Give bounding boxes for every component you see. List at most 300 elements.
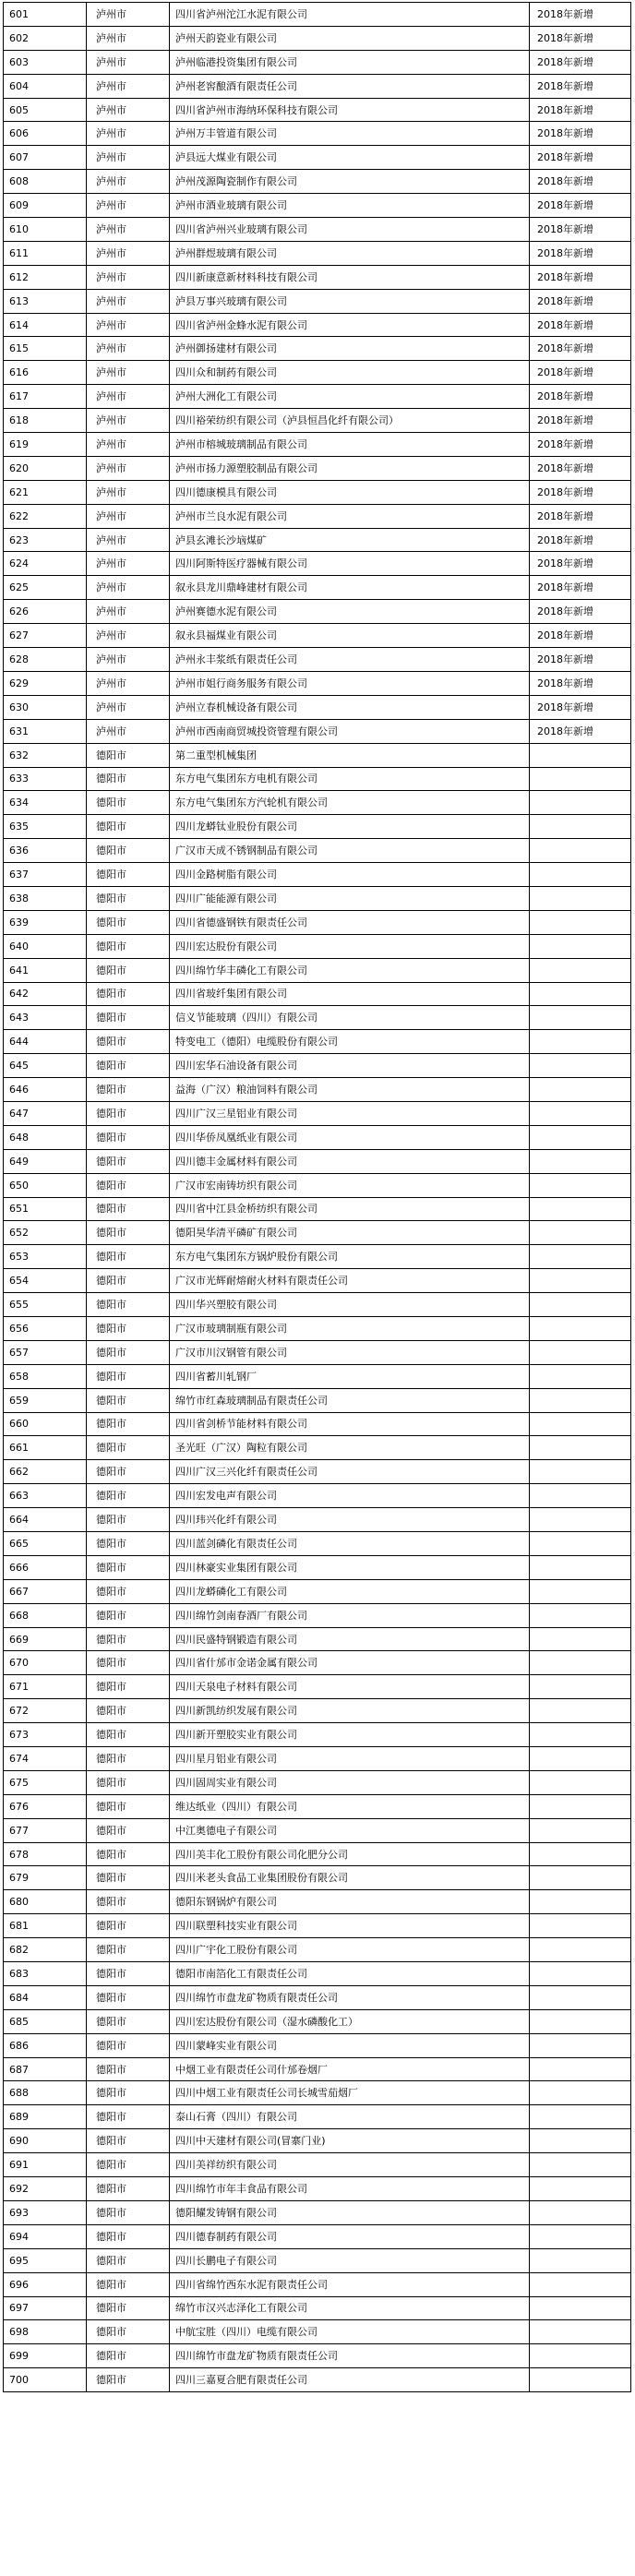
note-cell bbox=[530, 1962, 631, 1986]
table-row bbox=[4, 241, 631, 265]
city-cell: 泸州市 bbox=[87, 98, 170, 122]
company-name-cell: 四川众和制药有限公司 bbox=[170, 361, 530, 385]
note-cell bbox=[530, 815, 631, 839]
table-row bbox=[4, 1054, 631, 1078]
company-name-cell: 第二重型机械集团 bbox=[170, 743, 530, 767]
row-index-cell: 605 bbox=[4, 98, 87, 122]
city-cell: 德阳市 bbox=[87, 982, 170, 1006]
company-name-cell: 广汉市光辉耐熔耐火材料有限责任公司 bbox=[170, 1269, 530, 1293]
city-cell: 德阳市 bbox=[87, 2129, 170, 2153]
row-index-cell: 632 bbox=[4, 743, 87, 767]
city-cell: 泸州市 bbox=[87, 26, 170, 50]
note-cell: 2018年新增 bbox=[530, 337, 631, 361]
note-cell bbox=[530, 1245, 631, 1269]
city-cell: 德阳市 bbox=[87, 1579, 170, 1603]
company-name-cell: 四川省绵竹西东水泥有限责任公司 bbox=[170, 2272, 530, 2296]
company-name-cell: 四川新凯纺织发展有限公司 bbox=[170, 1699, 530, 1723]
company-name-cell: 泸县万事兴玻璃有限公司 bbox=[170, 289, 530, 313]
row-index-cell: 675 bbox=[4, 1770, 87, 1794]
city-cell: 德阳市 bbox=[87, 1651, 170, 1675]
note-cell bbox=[530, 1866, 631, 1890]
table-row bbox=[4, 2296, 631, 2320]
note-cell bbox=[530, 1747, 631, 1771]
note-cell bbox=[530, 1364, 631, 1388]
note-cell: 2018年新增 bbox=[530, 3, 631, 27]
company-name-cell: 四川宏达股份有限公司 bbox=[170, 934, 530, 958]
company-name-cell: 四川林豪实业集团有限公司 bbox=[170, 1555, 530, 1579]
company-table bbox=[3, 2, 631, 2392]
city-cell: 德阳市 bbox=[87, 1842, 170, 1866]
table-row bbox=[4, 1842, 631, 1866]
company-name-cell: 四川三嘉夏合肥有限责任公司 bbox=[170, 2368, 530, 2392]
company-name-cell: 泸县远大煤业有限公司 bbox=[170, 146, 530, 170]
table-row bbox=[4, 528, 631, 552]
company-name-cell: 四川宏华石油设备有限公司 bbox=[170, 1054, 530, 1078]
company-name-cell: 四川广宇化工股份有限公司 bbox=[170, 1938, 530, 1962]
city-cell: 泸州市 bbox=[87, 361, 170, 385]
city-cell: 泸州市 bbox=[87, 289, 170, 313]
note-cell bbox=[530, 1675, 631, 1699]
table-row bbox=[4, 934, 631, 958]
city-cell: 德阳市 bbox=[87, 1006, 170, 1030]
note-cell bbox=[530, 1579, 631, 1603]
city-cell: 德阳市 bbox=[87, 1149, 170, 1173]
note-cell bbox=[530, 1269, 631, 1293]
table-row bbox=[4, 1316, 631, 1340]
company-name-cell: 泸州群煜玻璃有限公司 bbox=[170, 241, 530, 265]
table-row bbox=[4, 1651, 631, 1675]
company-name-cell: 四川长鹏电子有限公司 bbox=[170, 2248, 530, 2272]
row-index-cell: 654 bbox=[4, 1269, 87, 1293]
company-name-cell: 泸州市扬力源塑胶制品有限公司 bbox=[170, 456, 530, 480]
note-cell bbox=[530, 839, 631, 863]
city-cell: 德阳市 bbox=[87, 1173, 170, 1197]
city-cell: 泸州市 bbox=[87, 528, 170, 552]
company-name-cell: 四川省中江县金桥纺织有限公司 bbox=[170, 1197, 530, 1221]
city-cell: 德阳市 bbox=[87, 1770, 170, 1794]
table-row bbox=[4, 1340, 631, 1364]
city-cell: 泸州市 bbox=[87, 218, 170, 242]
row-index-cell: 698 bbox=[4, 2320, 87, 2344]
note-cell bbox=[530, 1794, 631, 1818]
city-cell: 德阳市 bbox=[87, 886, 170, 910]
table-row bbox=[4, 1532, 631, 1556]
city-cell: 德阳市 bbox=[87, 1197, 170, 1221]
company-table-body bbox=[4, 3, 631, 2392]
company-name-cell: 益海（广汉）粮油饲料有限公司 bbox=[170, 1078, 530, 1102]
note-cell bbox=[530, 1555, 631, 1579]
row-index-cell: 626 bbox=[4, 600, 87, 624]
table-row bbox=[4, 2057, 631, 2081]
row-index-cell: 667 bbox=[4, 1579, 87, 1603]
city-cell: 泸州市 bbox=[87, 409, 170, 433]
table-row bbox=[4, 1508, 631, 1532]
table-row bbox=[4, 1078, 631, 1102]
row-index-cell: 607 bbox=[4, 146, 87, 170]
row-index-cell: 687 bbox=[4, 2057, 87, 2081]
company-name-cell: 四川宏发电声有限公司 bbox=[170, 1484, 530, 1508]
table-row bbox=[4, 1221, 631, 1245]
table-row bbox=[4, 2248, 631, 2272]
city-cell: 泸州市 bbox=[87, 313, 170, 337]
table-row bbox=[4, 2177, 631, 2201]
note-cell: 2018年新增 bbox=[530, 265, 631, 289]
company-name-cell: 四川玮兴化纤有限公司 bbox=[170, 1508, 530, 1532]
company-name-cell: 泸州天韵瓷业有限公司 bbox=[170, 26, 530, 50]
row-index-cell: 664 bbox=[4, 1508, 87, 1532]
row-index-cell: 612 bbox=[4, 265, 87, 289]
note-cell bbox=[530, 767, 631, 791]
city-cell: 德阳市 bbox=[87, 1794, 170, 1818]
city-cell: 泸州市 bbox=[87, 194, 170, 218]
table-row bbox=[4, 289, 631, 313]
note-cell bbox=[530, 1078, 631, 1102]
table-row bbox=[4, 624, 631, 648]
table-row bbox=[4, 3, 631, 27]
note-cell: 2018年新增 bbox=[530, 122, 631, 146]
company-name-cell: 四川星月铝业有限公司 bbox=[170, 1747, 530, 1771]
row-index-cell: 604 bbox=[4, 74, 87, 98]
company-name-cell: 四川绵竹市盘龙矿物质有限责任公司 bbox=[170, 1985, 530, 2009]
note-cell bbox=[530, 2177, 631, 2201]
city-cell: 泸州市 bbox=[87, 624, 170, 648]
company-name-cell: 四川新开塑胶实业有限公司 bbox=[170, 1723, 530, 1747]
note-cell: 2018年新增 bbox=[530, 50, 631, 74]
city-cell: 泸州市 bbox=[87, 671, 170, 695]
note-cell bbox=[530, 886, 631, 910]
table-row bbox=[4, 50, 631, 74]
table-row bbox=[4, 1723, 631, 1747]
city-cell: 德阳市 bbox=[87, 743, 170, 767]
row-index-cell: 662 bbox=[4, 1460, 87, 1484]
company-name-cell: 泸州市西南商贸城投资管理有限公司 bbox=[170, 719, 530, 743]
note-cell: 2018年新增 bbox=[530, 194, 631, 218]
row-index-cell: 678 bbox=[4, 1842, 87, 1866]
note-cell bbox=[530, 1938, 631, 1962]
note-cell: 2018年新增 bbox=[530, 98, 631, 122]
city-cell: 德阳市 bbox=[87, 1555, 170, 1579]
table-row bbox=[4, 1555, 631, 1579]
note-cell bbox=[530, 1054, 631, 1078]
city-cell: 泸州市 bbox=[87, 146, 170, 170]
city-cell: 泸州市 bbox=[87, 600, 170, 624]
table-row bbox=[4, 2224, 631, 2248]
note-cell: 2018年新增 bbox=[530, 576, 631, 600]
company-name-cell: 四川中烟工业有限责任公司长城雪茄烟厂 bbox=[170, 2081, 530, 2105]
city-cell: 德阳市 bbox=[87, 1484, 170, 1508]
company-name-cell: 四川龙蟒磷化工有限公司 bbox=[170, 1579, 530, 1603]
company-name-cell: 四川蒙峰实业有限公司 bbox=[170, 2033, 530, 2057]
row-index-cell: 622 bbox=[4, 504, 87, 528]
table-row bbox=[4, 886, 631, 910]
note-cell: 2018年新增 bbox=[530, 146, 631, 170]
row-index-cell: 629 bbox=[4, 671, 87, 695]
table-row bbox=[4, 1747, 631, 1771]
city-cell: 泸州市 bbox=[87, 456, 170, 480]
row-index-cell: 657 bbox=[4, 1340, 87, 1364]
company-name-cell: 泸州市兰良水泥有限公司 bbox=[170, 504, 530, 528]
row-index-cell: 610 bbox=[4, 218, 87, 242]
city-cell: 泸州市 bbox=[87, 50, 170, 74]
city-cell: 德阳市 bbox=[87, 958, 170, 982]
table-row bbox=[4, 1675, 631, 1699]
company-name-cell: 泰山石膏（四川）有限公司 bbox=[170, 2105, 530, 2129]
row-index-cell: 683 bbox=[4, 1962, 87, 1986]
city-cell: 德阳市 bbox=[87, 1101, 170, 1125]
city-cell: 德阳市 bbox=[87, 2105, 170, 2129]
row-index-cell: 686 bbox=[4, 2033, 87, 2057]
table-row bbox=[4, 456, 631, 480]
table-row bbox=[4, 433, 631, 457]
table-row bbox=[4, 1364, 631, 1388]
row-index-cell: 661 bbox=[4, 1436, 87, 1460]
table-row bbox=[4, 1985, 631, 2009]
row-index-cell: 606 bbox=[4, 122, 87, 146]
company-name-cell: 泸州市姐行商务服务有限公司 bbox=[170, 671, 530, 695]
city-cell: 泸州市 bbox=[87, 648, 170, 672]
company-name-cell: 四川省泸州兴业玻璃有限公司 bbox=[170, 218, 530, 242]
company-name-cell: 中航宝胜（四川）电缆有限公司 bbox=[170, 2320, 530, 2344]
note-cell bbox=[530, 1412, 631, 1436]
company-name-cell: 四川华侨凤凰纸业有限公司 bbox=[170, 1125, 530, 1149]
note-cell: 2018年新增 bbox=[530, 361, 631, 385]
city-cell: 德阳市 bbox=[87, 1747, 170, 1771]
company-name-cell: 圣光旺（广汉）陶粒有限公司 bbox=[170, 1436, 530, 1460]
table-row bbox=[4, 122, 631, 146]
table-row bbox=[4, 74, 631, 98]
note-cell bbox=[530, 2296, 631, 2320]
row-index-cell: 684 bbox=[4, 1985, 87, 2009]
company-name-cell: 四川省蓄川轧钢厂 bbox=[170, 1364, 530, 1388]
company-name-cell: 四川德春制药有限公司 bbox=[170, 2224, 530, 2248]
note-cell bbox=[530, 982, 631, 1006]
note-cell: 2018年新增 bbox=[530, 289, 631, 313]
company-list-sheet bbox=[3, 2, 630, 2392]
company-name-cell: 四川联塑科技实业有限公司 bbox=[170, 1914, 530, 1938]
row-index-cell: 651 bbox=[4, 1197, 87, 1221]
city-cell: 泸州市 bbox=[87, 3, 170, 27]
table-row bbox=[4, 600, 631, 624]
company-name-cell: 信义节能玻璃（四川）有限公司 bbox=[170, 1006, 530, 1030]
note-cell bbox=[530, 2129, 631, 2153]
note-cell bbox=[530, 1603, 631, 1627]
company-name-cell: 维达纸业（四川）有限公司 bbox=[170, 1794, 530, 1818]
company-name-cell: 泸州市榕城玻璃制品有限公司 bbox=[170, 433, 530, 457]
note-cell: 2018年新增 bbox=[530, 241, 631, 265]
note-cell bbox=[530, 2248, 631, 2272]
note-cell: 2018年新增 bbox=[530, 552, 631, 576]
company-name-cell: 东方电气集团东方汽轮机有限公司 bbox=[170, 791, 530, 815]
city-cell: 德阳市 bbox=[87, 910, 170, 934]
company-name-cell: 四川金路树脂有限公司 bbox=[170, 863, 530, 887]
company-name-cell: 四川省什邡市金诺金属有限公司 bbox=[170, 1651, 530, 1675]
city-cell: 德阳市 bbox=[87, 2368, 170, 2392]
row-index-cell: 613 bbox=[4, 289, 87, 313]
company-name-cell: 四川民盛特钢锻造有限公司 bbox=[170, 1627, 530, 1651]
company-name-cell: 四川绵竹剑南春酒厂有限公司 bbox=[170, 1603, 530, 1627]
table-row bbox=[4, 1006, 631, 1030]
company-name-cell: 四川固周实业有限公司 bbox=[170, 1770, 530, 1794]
company-name-cell: 泸州御扬建材有限公司 bbox=[170, 337, 530, 361]
city-cell: 德阳市 bbox=[87, 2177, 170, 2201]
row-index-cell: 691 bbox=[4, 2153, 87, 2177]
city-cell: 德阳市 bbox=[87, 1985, 170, 2009]
row-index-cell: 659 bbox=[4, 1388, 87, 1412]
company-name-cell: 四川阿斯特医疗器械有限公司 bbox=[170, 552, 530, 576]
table-row bbox=[4, 1866, 631, 1890]
city-cell: 德阳市 bbox=[87, 815, 170, 839]
city-cell: 泸州市 bbox=[87, 265, 170, 289]
row-index-cell: 685 bbox=[4, 2009, 87, 2033]
company-name-cell: 四川华兴塑胶有限公司 bbox=[170, 1293, 530, 1317]
company-name-cell: 泸州永丰浆纸有限责任公司 bbox=[170, 648, 530, 672]
city-cell: 德阳市 bbox=[87, 1675, 170, 1699]
note-cell bbox=[530, 1460, 631, 1484]
city-cell: 德阳市 bbox=[87, 1269, 170, 1293]
company-name-cell: 叙永县福煤业有限公司 bbox=[170, 624, 530, 648]
note-cell: 2018年新增 bbox=[530, 648, 631, 672]
company-name-cell: 四川绵竹市盘龙矿物质有限责任公司 bbox=[170, 2344, 530, 2368]
row-index-cell: 671 bbox=[4, 1675, 87, 1699]
company-name-cell: 四川德康模具有限公司 bbox=[170, 480, 530, 504]
city-cell: 德阳市 bbox=[87, 1603, 170, 1627]
table-row bbox=[4, 2009, 631, 2033]
company-name-cell: 德阳昊华清平磷矿有限公司 bbox=[170, 1221, 530, 1245]
note-cell bbox=[530, 1293, 631, 1317]
row-index-cell: 669 bbox=[4, 1627, 87, 1651]
row-index-cell: 627 bbox=[4, 624, 87, 648]
city-cell: 德阳市 bbox=[87, 863, 170, 887]
company-name-cell: 四川宏达股份有限公司（湿水磷酸化工） bbox=[170, 2009, 530, 2033]
row-index-cell: 637 bbox=[4, 863, 87, 887]
city-cell: 泸州市 bbox=[87, 695, 170, 719]
city-cell: 德阳市 bbox=[87, 2200, 170, 2224]
row-index-cell: 625 bbox=[4, 576, 87, 600]
note-cell: 2018年新增 bbox=[530, 719, 631, 743]
table-row bbox=[4, 791, 631, 815]
city-cell: 德阳市 bbox=[87, 1914, 170, 1938]
row-index-cell: 608 bbox=[4, 170, 87, 194]
note-cell bbox=[530, 791, 631, 815]
company-name-cell: 四川新康意新材料科技有限公司 bbox=[170, 265, 530, 289]
table-row bbox=[4, 1962, 631, 1986]
row-index-cell: 623 bbox=[4, 528, 87, 552]
table-row bbox=[4, 576, 631, 600]
company-name-cell: 四川省德盛钢铁有限责任公司 bbox=[170, 910, 530, 934]
city-cell: 德阳市 bbox=[87, 1436, 170, 1460]
row-index-cell: 697 bbox=[4, 2296, 87, 2320]
city-cell: 德阳市 bbox=[87, 1818, 170, 1842]
city-cell: 德阳市 bbox=[87, 1364, 170, 1388]
city-cell: 德阳市 bbox=[87, 1245, 170, 1269]
city-cell: 德阳市 bbox=[87, 1125, 170, 1149]
note-cell bbox=[530, 1197, 631, 1221]
row-index-cell: 655 bbox=[4, 1293, 87, 1317]
company-name-cell: 泸州立春机械设备有限公司 bbox=[170, 695, 530, 719]
note-cell bbox=[530, 1316, 631, 1340]
table-row bbox=[4, 2320, 631, 2344]
note-cell: 2018年新增 bbox=[530, 433, 631, 457]
row-index-cell: 641 bbox=[4, 958, 87, 982]
company-name-cell: 四川龙蟒钛业股份有限公司 bbox=[170, 815, 530, 839]
row-index-cell: 601 bbox=[4, 3, 87, 27]
row-index-cell: 631 bbox=[4, 719, 87, 743]
company-name-cell: 四川天泉电子材料有限公司 bbox=[170, 1675, 530, 1699]
table-row bbox=[4, 1938, 631, 1962]
row-index-cell: 609 bbox=[4, 194, 87, 218]
note-cell: 2018年新增 bbox=[530, 26, 631, 50]
city-cell: 泸州市 bbox=[87, 385, 170, 409]
city-cell: 德阳市 bbox=[87, 2320, 170, 2344]
note-cell bbox=[530, 1842, 631, 1866]
row-index-cell: 634 bbox=[4, 791, 87, 815]
row-index-cell: 679 bbox=[4, 1866, 87, 1890]
row-index-cell: 640 bbox=[4, 934, 87, 958]
row-index-cell: 656 bbox=[4, 1316, 87, 1340]
row-index-cell: 690 bbox=[4, 2129, 87, 2153]
note-cell bbox=[530, 2105, 631, 2129]
note-cell bbox=[530, 1699, 631, 1723]
city-cell: 德阳市 bbox=[87, 2224, 170, 2248]
table-row bbox=[4, 671, 631, 695]
note-cell: 2018年新增 bbox=[530, 218, 631, 242]
row-index-cell: 663 bbox=[4, 1484, 87, 1508]
city-cell: 泸州市 bbox=[87, 122, 170, 146]
company-name-cell: 四川蓝剑磷化有限责任公司 bbox=[170, 1532, 530, 1556]
company-name-cell: 泸州老窖酿酒有限责任公司 bbox=[170, 74, 530, 98]
company-name-cell: 四川省玻纤集团有限公司 bbox=[170, 982, 530, 1006]
row-index-cell: 635 bbox=[4, 815, 87, 839]
company-name-cell: 中烟工业有限责任公司什邡卷烟厂 bbox=[170, 2057, 530, 2081]
table-row bbox=[4, 480, 631, 504]
city-cell: 德阳市 bbox=[87, 1054, 170, 1078]
table-row bbox=[4, 1699, 631, 1723]
note-cell bbox=[530, 2200, 631, 2224]
company-name-cell: 广汉市川汉钢管有限公司 bbox=[170, 1340, 530, 1364]
city-cell: 泸州市 bbox=[87, 337, 170, 361]
table-row bbox=[4, 409, 631, 433]
table-row bbox=[4, 2344, 631, 2368]
table-row bbox=[4, 863, 631, 887]
city-cell: 德阳市 bbox=[87, 1340, 170, 1364]
table-row bbox=[4, 552, 631, 576]
city-cell: 德阳市 bbox=[87, 1938, 170, 1962]
note-cell bbox=[530, 2033, 631, 2057]
table-row bbox=[4, 648, 631, 672]
table-row bbox=[4, 1125, 631, 1149]
city-cell: 德阳市 bbox=[87, 2033, 170, 2057]
company-name-cell: 四川省剑桥节能材料有限公司 bbox=[170, 1412, 530, 1436]
table-row bbox=[4, 1914, 631, 1938]
company-name-cell: 四川省泸州金蜂水泥有限公司 bbox=[170, 313, 530, 337]
note-cell bbox=[530, 910, 631, 934]
note-cell bbox=[530, 1436, 631, 1460]
table-row bbox=[4, 767, 631, 791]
note-cell bbox=[530, 2320, 631, 2344]
note-cell: 2018年新增 bbox=[530, 456, 631, 480]
note-cell bbox=[530, 2272, 631, 2296]
row-index-cell: 643 bbox=[4, 1006, 87, 1030]
note-cell bbox=[530, 1985, 631, 2009]
row-index-cell: 658 bbox=[4, 1364, 87, 1388]
city-cell: 德阳市 bbox=[87, 2296, 170, 2320]
table-row bbox=[4, 146, 631, 170]
company-name-cell: 四川广汉三兴化纤有限责任公司 bbox=[170, 1460, 530, 1484]
city-cell: 德阳市 bbox=[87, 1221, 170, 1245]
table-row bbox=[4, 1579, 631, 1603]
row-index-cell: 648 bbox=[4, 1125, 87, 1149]
city-cell: 德阳市 bbox=[87, 791, 170, 815]
